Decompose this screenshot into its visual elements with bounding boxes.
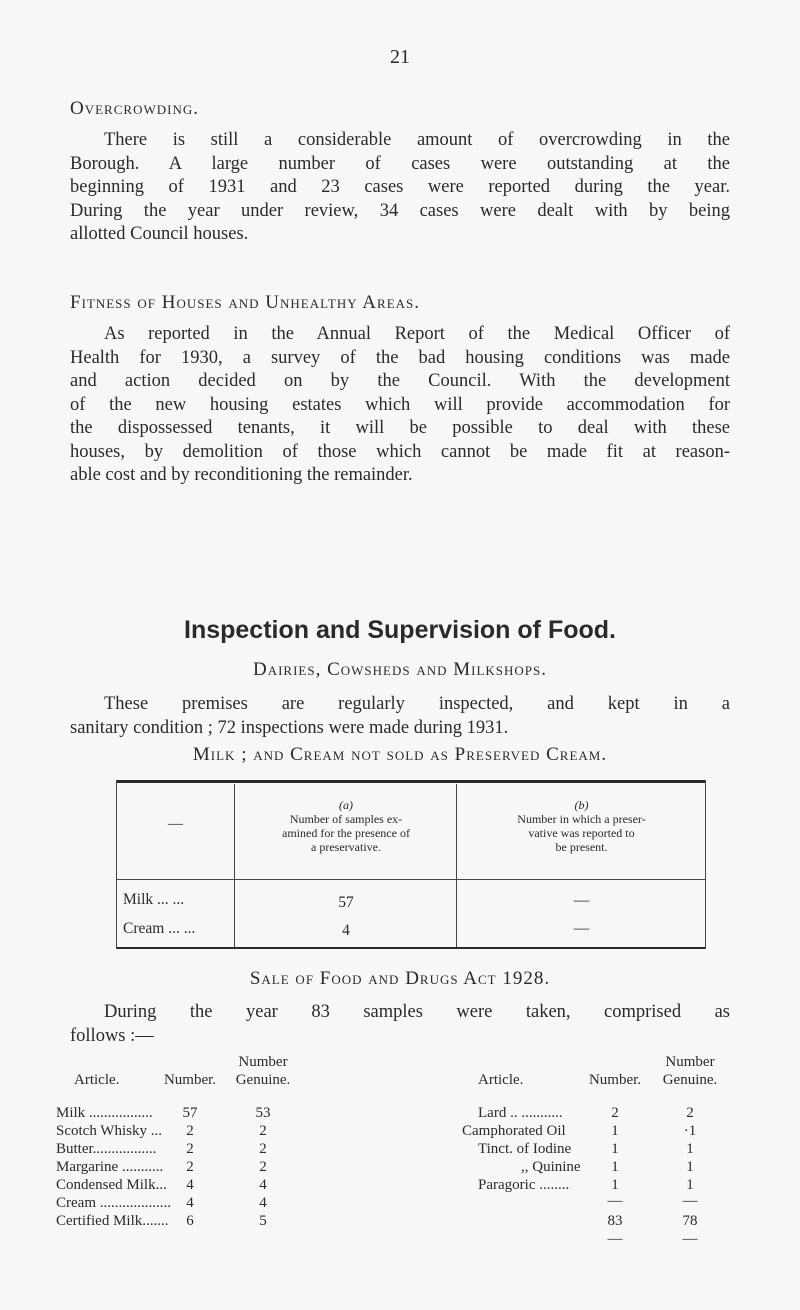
item-article: Paragoric ........ [478,1177,570,1193]
item-article: Scotch Whisky ... [56,1123,162,1139]
item-number: 2 [186,1159,194,1175]
row-label-milk: Milk ... ... [123,891,185,908]
row-milk-samples: 57 [338,894,354,911]
subtotal-dash: — [607,1193,623,1209]
column-b-label: (b) [574,798,589,812]
article-header: Article. [74,1072,120,1088]
column-a-text: a preservative. [311,840,381,854]
item-number: 2 [186,1123,194,1139]
dairies-line: These premises are regularly inspected, and kept in a [104,694,730,714]
item-genuine: 5 [259,1213,267,1229]
sale-heading: Sale of Food and Drugs Act 1928. [249,968,551,989]
total-dash: — [682,1231,698,1247]
item-number: 1 [611,1177,619,1193]
genuine-header-top: Number [665,1054,715,1070]
item-number: 4 [186,1195,194,1211]
item-genuine: 2 [259,1123,267,1139]
row-cream-samples: 4 [342,922,350,939]
overcrowding-heading: Overcrowding. [70,98,199,119]
overcrowding-line: During the year under review, 34 cases were dealt with by being [70,200,730,221]
item-article: Cream ................... [56,1195,171,1211]
item-genuine: 4 [259,1195,267,1211]
food-section-title: Inspection and Supervision of Food. [184,616,616,644]
table-corner-dash: — [168,816,183,832]
item-number: 2 [186,1141,194,1157]
overcrowding-line: allotted Council houses. [70,224,249,244]
number-header: Number. [588,1072,642,1088]
dairies-line: sanitary condition ; 72 inspections were made during 1931. [70,717,509,738]
fitness-line: able cost and by reconditioning the remainder. [70,465,413,485]
number-header: Number. [163,1072,217,1088]
item-genuine: 1 [686,1141,694,1157]
column-a-text: Number of samples ex- [289,812,403,826]
genuine-header-top: Number [238,1054,288,1070]
item-number: 1 [611,1141,619,1157]
item-genuine: 2 [259,1141,267,1157]
overcrowding-line: Borough. A large number of cases were outstanding at the [70,153,730,174]
row-milk-preserved: — [573,892,590,909]
genuine-header: Genuine. [662,1072,718,1088]
item-genuine: 4 [259,1177,267,1193]
fitness-line: and action decided on by the Council. With the development [70,371,730,391]
sale-intro-line: follows :— [70,1025,154,1046]
column-b-text: vative was reported to [528,826,635,840]
article-header: Article. [478,1072,524,1088]
item-number: 4 [186,1177,194,1193]
row-cream-preserved: — [573,920,590,937]
fitness-heading: Fitness of Houses and Unhealthy Areas. [70,292,421,313]
total-dash: — [607,1231,623,1247]
column-b-text: be present. [555,840,608,854]
item-genuine: 53 [255,1105,271,1121]
fitness-line: of the new housing estates which will provide accommodation for [70,394,730,415]
overcrowding-line: There is still a considerable amount of overcrowding in the [104,130,730,150]
sale-intro-line: During the year 83 samples were taken, comprised as [104,1002,730,1022]
milk-cream-heading: Milk ; and Cream not sold as Preserved Cream. [192,744,608,765]
item-article: Lard .. ........... [478,1105,563,1121]
item-genuine: 1 [686,1177,694,1193]
item-article: ,, Quinine [521,1159,581,1175]
overcrowding-line: beginning of 1931 and 23 cases were reported during the year. [70,177,730,197]
item-genuine: 2 [686,1105,694,1121]
subtotal-dash: — [682,1193,698,1209]
item-number: 1 [611,1159,619,1175]
item-article: Tinct. of Iodine [478,1141,572,1157]
item-number: 2 [611,1105,619,1121]
item-number: 57 [182,1105,198,1121]
genuine-header: Genuine. [235,1072,291,1088]
item-article: Butter................. [56,1141,157,1157]
item-article: Certified Milk....... [56,1213,169,1229]
item-number: 1 [611,1123,619,1139]
total-number: 83 [607,1213,623,1229]
row-label-cream: Cream ... ... [123,920,196,937]
item-genuine: 1 [686,1159,694,1175]
item-article: Camphorated Oil [462,1123,566,1139]
fitness-line: As reported in the Annual Report of the Medical Officer of [104,324,730,344]
dairies-heading: Dairies, Cowsheds and Milkshops. [252,659,548,680]
fitness-line: the dispossessed tenants, it will be possible to deal with these [70,418,730,438]
item-article: Milk ................. [56,1105,153,1121]
item-genuine: ·1 [683,1123,697,1139]
column-a-label: (a) [339,798,353,812]
item-article: Margarine ........... [56,1159,164,1175]
column-b-text: Number in which a preser- [517,812,646,826]
fitness-line: Health for 1930, a survey of the bad housing conditions was made [70,347,730,368]
page-number: 21 [390,46,410,68]
item-number: 6 [186,1213,194,1229]
fitness-line: houses, by demolition of those which cannot be made fit at reason- [70,441,730,462]
item-genuine: 2 [259,1159,267,1175]
column-a-text: amined for the presence of [282,826,410,840]
total-genuine: 78 [682,1213,698,1229]
item-article: Condensed Milk... [56,1177,167,1193]
